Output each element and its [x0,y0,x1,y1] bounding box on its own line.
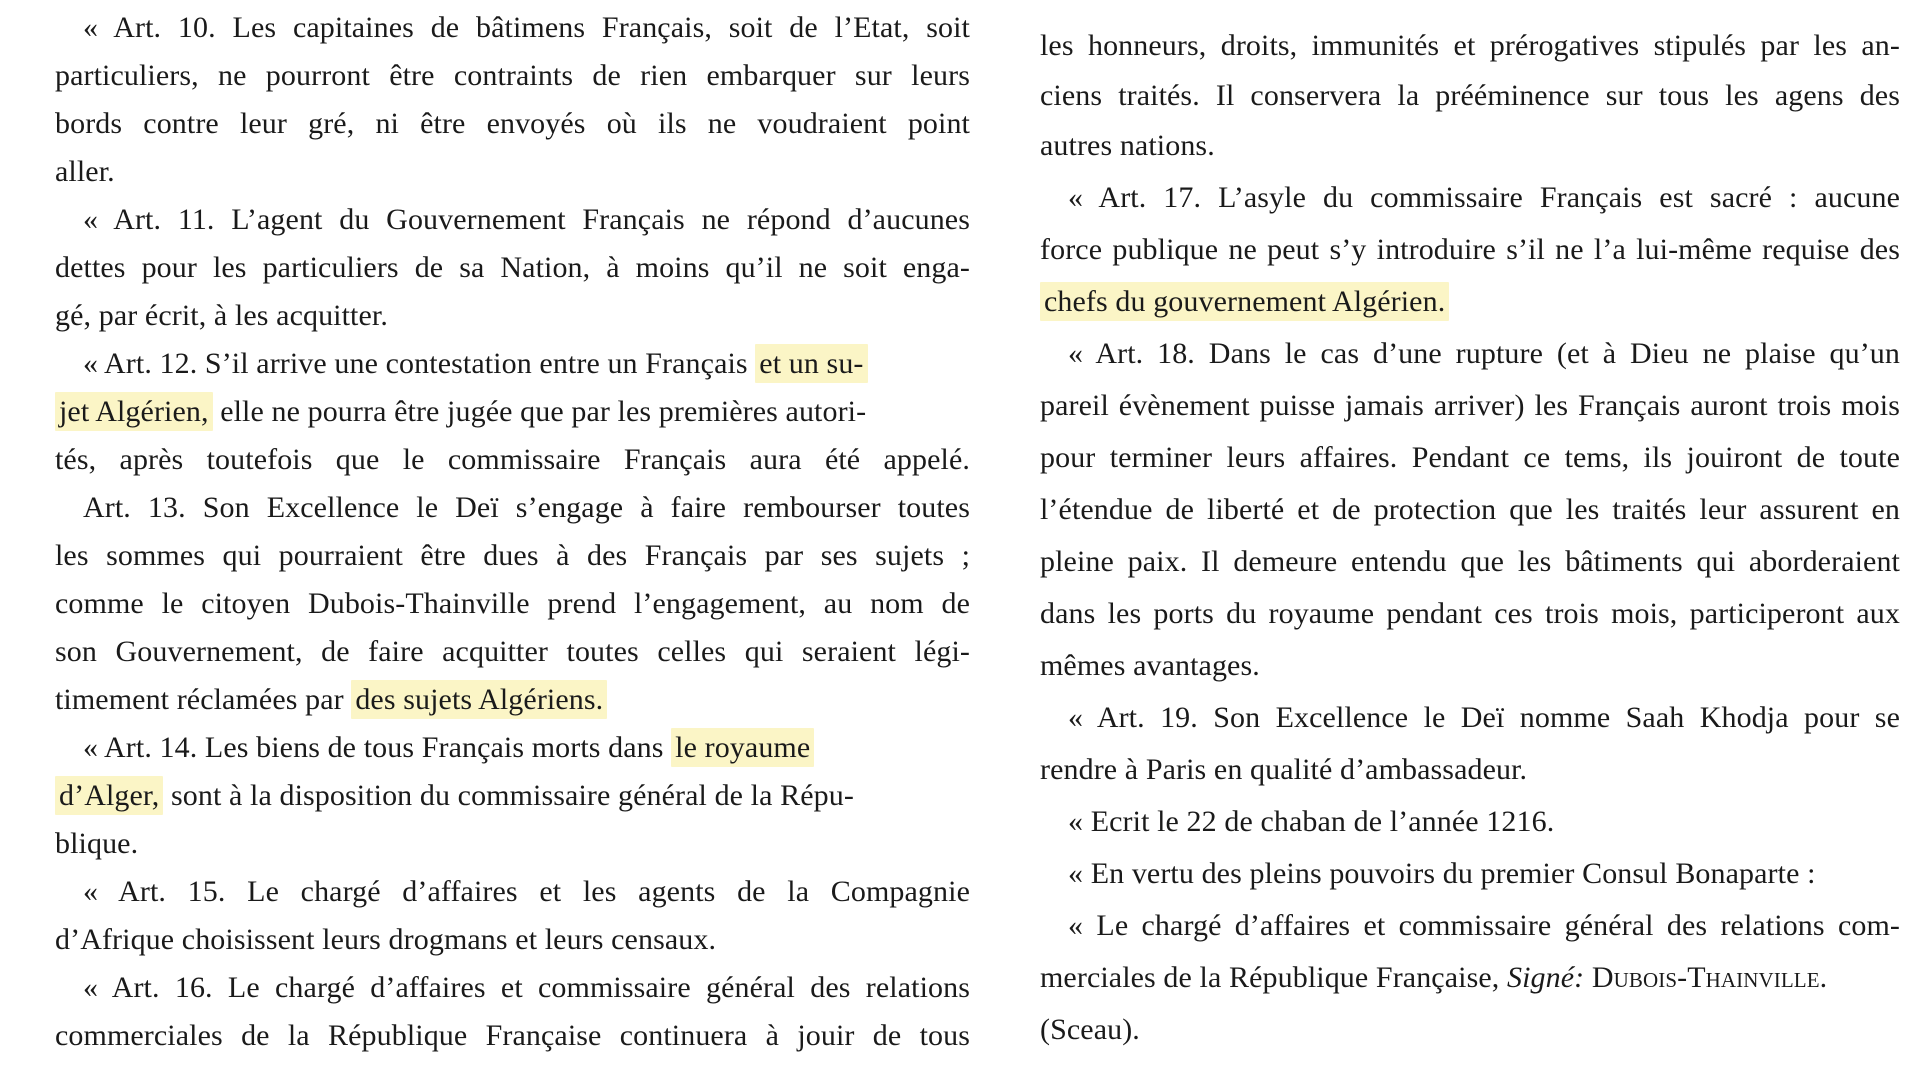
text-segment: elle ne pourra être jugée que par les premières autori- [212,395,867,428]
text-line: autres nations. [1040,129,1215,162]
text-line: (Sceau). [1040,1013,1140,1046]
text-line: dettes pour les particuliers de sa Nation, à moins qu’il ne soit enga- [55,251,970,284]
highlighted-phrase: chefs du gouvernement Algérien. [1040,282,1449,321]
text-line: rendre à Paris en qualité d’ambassadeur. [1040,753,1528,786]
text-line: « Art. 17. L’asyle du commissaire Français est sacré : aucune [1068,181,1900,214]
text-line: « Art. 19. Son Excellence le Deï nomme Saah Khodja pour se [1068,701,1900,734]
highlighted-phrase: d’Alger, [55,776,163,815]
text-segment: sont à la disposition du commissaire général de la Répu- [163,779,854,812]
text-line [55,724,970,772]
highlighted-phrase: le royaume [671,728,814,767]
text-segment: merciales de la République Française, [1040,961,1507,994]
text-line: tés, après toutefois que le commissaire Français aura été appelé. [55,443,970,476]
text-segment: timement réclamées par [55,683,352,716]
highlighted-phrase: des sujets Algériens. [351,680,607,719]
text-segment: « Art. 12. S’il arrive une contestation entre un Français [83,347,756,380]
text-line: « Le chargé d’affaires et commissaire général des relations com- [1068,909,1900,942]
text-line: comme le citoyen Dubois-Thainville prend l’engagement, au nom de [55,587,970,620]
left-column [55,0,970,1080]
text-line: les sommes qui pourraient être dues à des Français par ses sujets ; [55,539,970,572]
text-segment: « Art. 14. Les biens de tous Français morts dans [83,731,672,764]
text-line: blique. [55,827,139,860]
text-line: l’étendue de liberté et de protection que les traités leur assurent en [1040,493,1900,526]
text-line: mêmes avantages. [1040,649,1260,682]
text-line: « Art. 16. Le chargé d’affaires et commissaire général des relations [83,971,970,1004]
text-line: pareil évènement puisse jamais arriver) les Français auront trois mois [1040,389,1900,422]
text-line: « Ecrit le 22 de chaban de l’année 1216. [1068,805,1555,838]
text-line: « Art. 11. L’agent du Gouvernement Français ne répond d’aucunes [83,203,970,236]
text-line: gé, par écrit, à les acquitter. [55,299,388,332]
text-line: particuliers, ne pourront être contraints de rien embarquer sur leurs [55,59,970,92]
signatory-name: Dubois-Thainville. [1591,961,1828,994]
text-line [1040,278,1900,326]
text-line: bords contre leur gré, ni être envoyés où ils ne voudraient point [55,107,970,140]
text-line [55,676,970,724]
text-line: dans les ports du royaume pendant ces trois mois, participeront aux [1040,597,1900,630]
text-line: force publique ne peut s’y introduire s’il ne l’a lui-même requise des [1040,233,1900,266]
text-line: les honneurs, droits, immunités et prérogatives stipulés par les an- [1040,29,1900,62]
text-line [1040,954,1900,1002]
text-line [55,388,970,436]
text-line: aller. [55,155,115,188]
highlighted-phrase: jet Algérien, [55,392,213,431]
text-line: Art. 13. Son Excellence le Deï s’engage à faire rembourser toutes [83,491,970,524]
text-line [55,340,970,388]
highlighted-phrase: et un su- [755,344,867,383]
text-line: d’Afrique choisissent leurs drogmans et leurs censaux. [55,923,717,956]
text-line: ciens traités. Il conservera la prééminence sur tous les agens des [1040,79,1900,112]
text-line [55,772,970,820]
text-line: pleine paix. Il demeure entendu que les bâtiments qui aborderaient [1040,545,1900,578]
signed-label: Signé: [1506,961,1585,994]
text-line: « Art. 15. Le chargé d’affaires et les agents de la Compagnie [83,875,970,908]
text-line: « Art. 18. Dans le cas d’une rupture (et à Dieu ne plaise qu’un [1068,337,1900,370]
right-column [1040,0,1900,1080]
text-line: pour terminer leurs affaires. Pendant ce tems, ils jouiront de toute [1040,441,1900,474]
text-line: « Art. 10. Les capitaines de bâtimens Français, soit de l’Etat, soit [83,11,970,44]
text-line: son Gouvernement, de faire acquitter toutes celles qui seraient légi- [55,635,970,668]
text-line: « En vertu des pleins pouvoirs du premier Consul Bonaparte : [1068,857,1816,890]
text-line: commerciales de la République Française continuera à jouir de tous [55,1019,970,1052]
